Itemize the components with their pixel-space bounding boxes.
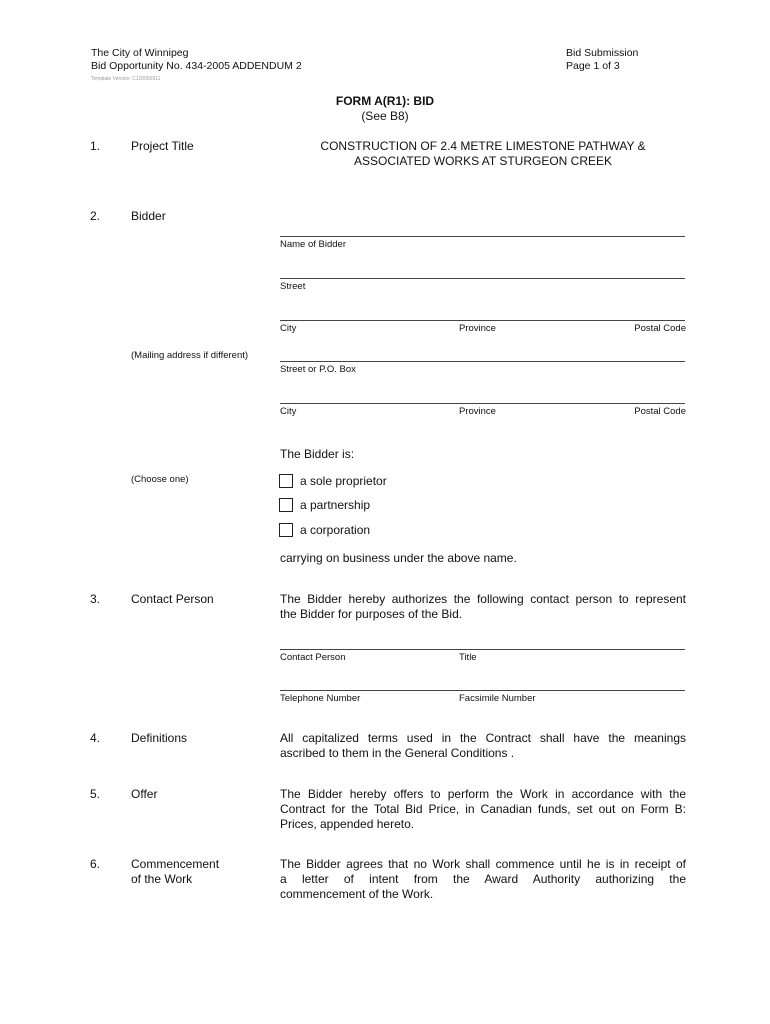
section-5-number: 5. (90, 787, 101, 801)
header-city: The City of Winnipeg (91, 47, 189, 59)
definitions-text-line-2: ascribed to them in the General Conditions . (280, 746, 515, 760)
mailing-province-label: Province (459, 406, 496, 417)
project-title-line-1: CONSTRUCTION OF 2.4 METRE LIMESTONE PATHWAY & (320, 139, 646, 153)
corporation-checkbox[interactable] (279, 523, 293, 537)
section-4-label: Definitions (131, 731, 188, 745)
city-province-postal-field[interactable] (280, 320, 685, 321)
contact-text-line-2: the Bidder for purposes of the Bid. (280, 607, 463, 621)
section-6-label-line-1: Commencement (131, 857, 220, 871)
telephone-number-label: Telephone Number (280, 693, 361, 704)
contact-person-label: Contact Person (280, 652, 346, 663)
section-2-label: Bidder (131, 209, 166, 223)
mailing-address-label: (Mailing address if different) (131, 350, 249, 361)
sole-proprietor-label: a sole proprietor (300, 474, 387, 488)
form-title: FORM A(R1): BID (335, 94, 435, 108)
section-1-number: 1. (90, 139, 101, 153)
contact-text-line-1: The Bidder hereby authorizes the following contact person to represent (280, 592, 686, 606)
commencement-text-line-1: The Bidder agrees that no Work shall commence until he is in receipt of (280, 857, 686, 871)
title-label: Title (459, 652, 477, 663)
choose-one-label: (Choose one) (131, 474, 189, 485)
partnership-label: a partnership (300, 498, 371, 512)
name-of-bidder-label: Name of Bidder (280, 239, 347, 250)
header-page-number: Page 1 of 3 (566, 60, 620, 72)
template-version: Template Version: C120050311 (91, 76, 161, 82)
street-label: Street (280, 281, 306, 292)
facsimile-number-label: Facsimile Number (459, 693, 536, 704)
section-2-number: 2. (90, 209, 101, 223)
name-of-bidder-field[interactable] (280, 236, 685, 237)
mailing-city-label: City (280, 406, 297, 417)
mailing-city-province-postal-field[interactable] (280, 403, 685, 404)
offer-text-line-2: Contract for the Total Bid Price, in Canadian funds, set out on Form B: (280, 802, 686, 816)
commencement-text-line-2: a letter of intent from the Award Authority authorizing the (280, 872, 686, 886)
section-3-number: 3. (90, 592, 101, 606)
commencement-text-line-3: commencement of the Work. (280, 887, 434, 901)
section-3-label: Contact Person (131, 592, 214, 606)
section-4-number: 4. (90, 731, 101, 745)
bidder-is-label: The Bidder is: (280, 447, 355, 461)
province-label: Province (459, 323, 496, 334)
section-6-number: 6. (90, 857, 101, 871)
postal-code-label: Postal Code (634, 323, 686, 334)
header-doc-type: Bid Submission (566, 47, 639, 59)
street-po-box-field[interactable] (280, 361, 685, 362)
mailing-postal-code-label: Postal Code (634, 406, 686, 417)
contact-person-title-field[interactable] (280, 649, 685, 650)
section-5-label: Offer (131, 787, 158, 801)
definitions-text-line-1: All capitalized terms used in the Contract shall have the meanings (280, 731, 686, 745)
section-6-label-line-2: of the Work (131, 872, 193, 886)
telephone-facsimile-field[interactable] (280, 690, 685, 691)
offer-text-line-3: Prices, appended hereto. (280, 817, 415, 831)
sole-proprietor-checkbox[interactable] (279, 474, 293, 488)
city-label: City (280, 323, 297, 334)
section-1-label: Project Title (131, 139, 194, 153)
carrying-on-business-text: carrying on business under the above name. (280, 551, 517, 565)
corporation-label: a corporation (300, 523, 371, 537)
header-bid-opportunity: Bid Opportunity No. 434-2005 ADDENDUM 2 (91, 60, 302, 72)
form-subtitle: (See B8) (361, 109, 409, 123)
partnership-checkbox[interactable] (279, 498, 293, 512)
street-field[interactable] (280, 278, 685, 279)
street-po-box-label: Street or P.O. Box (280, 364, 356, 375)
offer-text-line-1: The Bidder hereby offers to perform the Work in accordance with the (280, 787, 686, 801)
project-title-line-2: ASSOCIATED WORKS AT STURGEON CREEK (353, 154, 613, 168)
